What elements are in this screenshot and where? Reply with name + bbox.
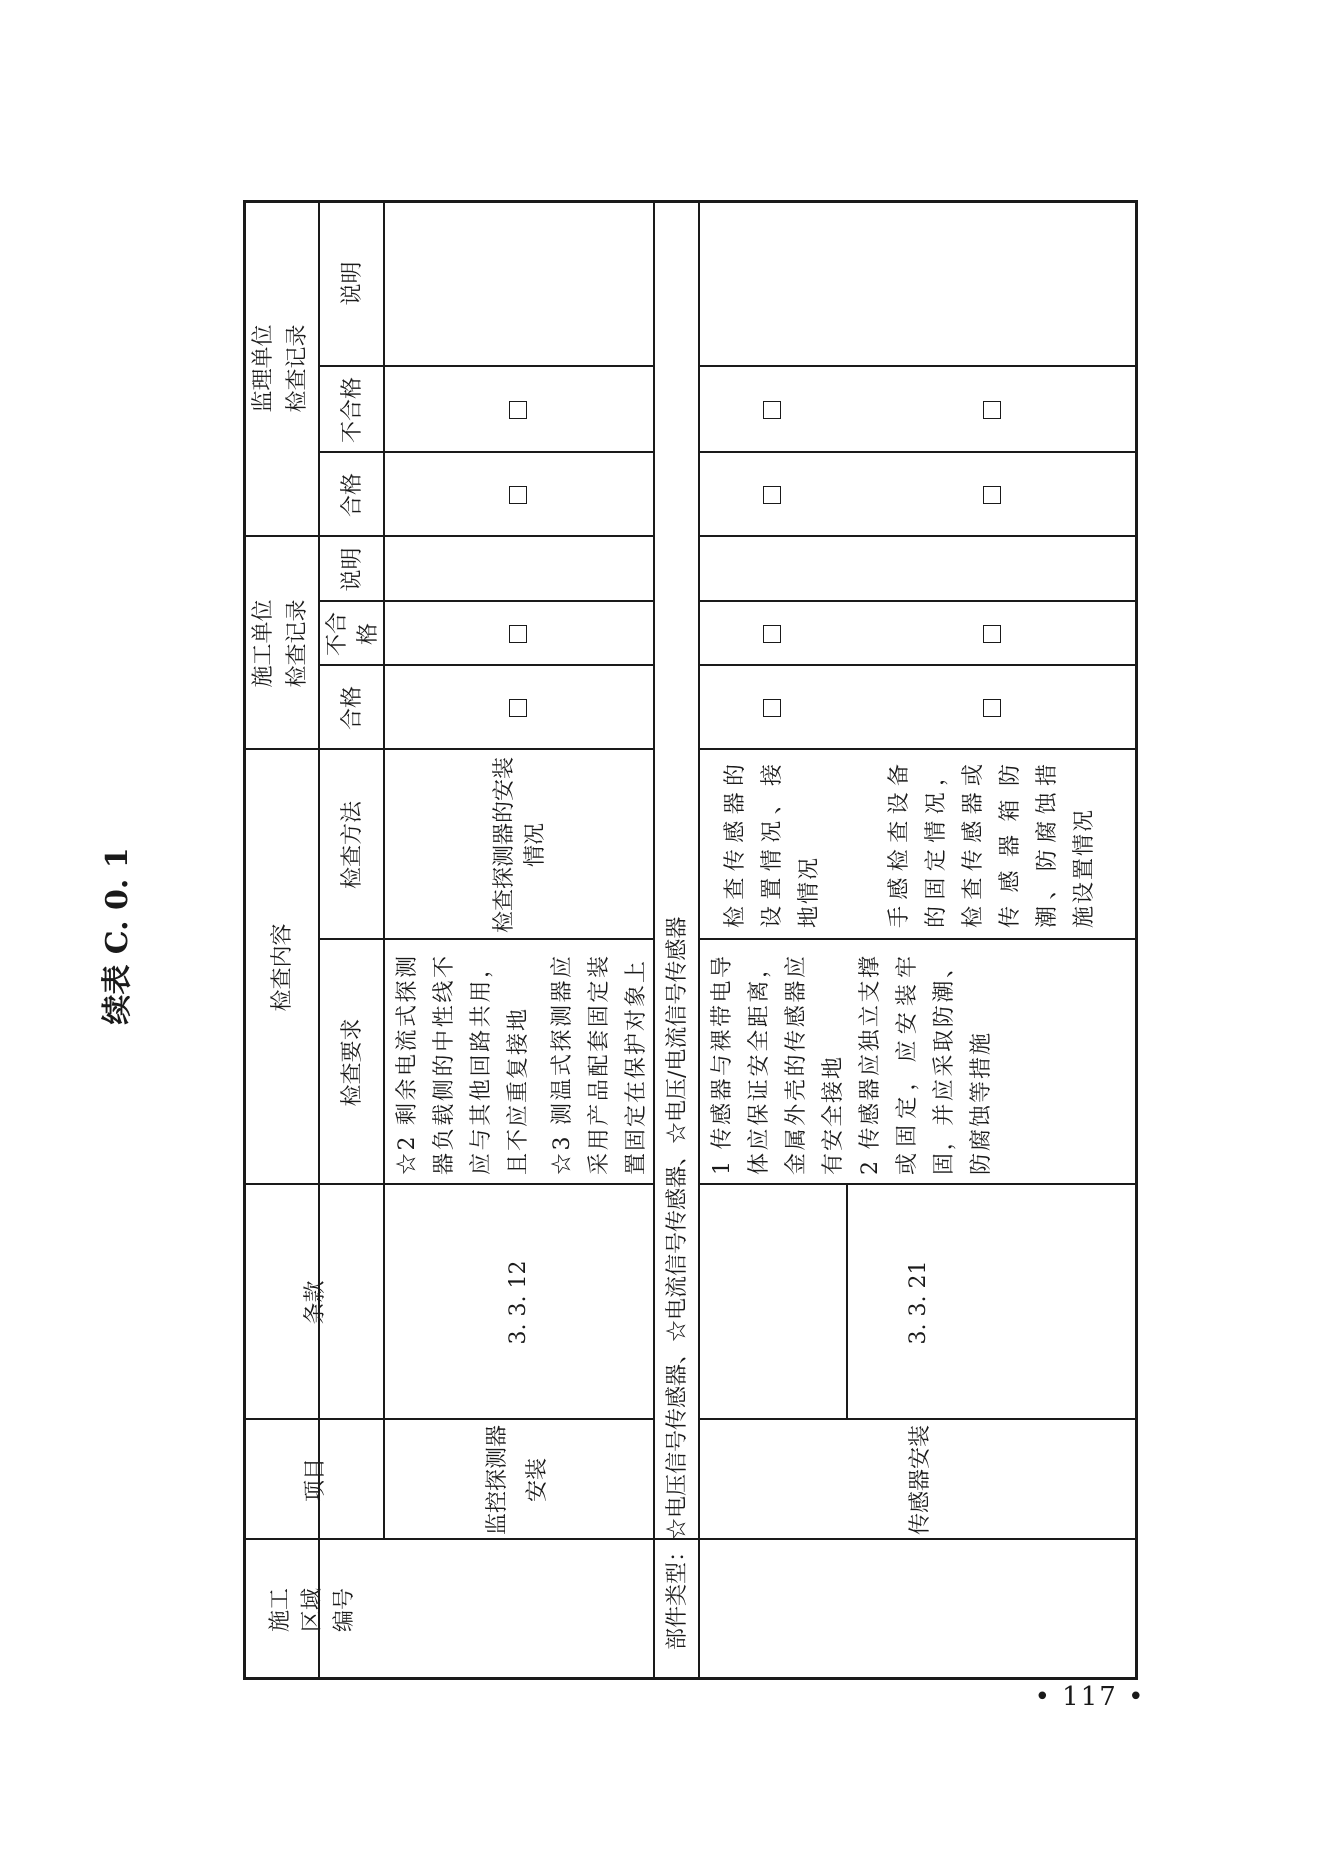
header-item: 项目 [302, 1458, 328, 1503]
header-supervisor-record: 监理单位 检查记录 [250, 324, 310, 413]
method-sensor-a: 检查传感器的设置情况、接地情况 [722, 762, 822, 928]
method-cell [698, 750, 846, 940]
header-method: 检查方法 [340, 801, 365, 890]
header-content: 检查内容 [270, 923, 295, 1012]
requirement-cell [538, 940, 653, 1185]
header-constructor-note: 说明 [340, 547, 365, 592]
checkbox-icon[interactable] [983, 486, 1001, 504]
header-supervisor-fail: 不合格 [340, 377, 365, 444]
inspection-table [243, 200, 1138, 1680]
method-monitor-detector: 检查探测器的安装情况 [492, 757, 548, 934]
requirement-cell [698, 940, 846, 1185]
requirement-monitor-b: ☆3 测温式探测器应采用产品配套固定装置固定在保护对象上 [550, 954, 649, 1175]
method-sensor-b: 手感检查设备的固定情况，检查传感器或传感器箱防潮、防腐蚀措施设置情况 [887, 762, 1097, 928]
page-number: • 117 • [1034, 1682, 1146, 1712]
header-requirement: 检查要求 [340, 1018, 365, 1107]
col-divider [698, 366, 1138, 368]
header-supervisor-note: 说明 [340, 261, 365, 306]
header-constructor-fail: 不合格 [324, 612, 381, 657]
requirement-cell [846, 940, 1138, 1185]
method-cell [846, 750, 1138, 940]
checkbox-icon[interactable] [983, 401, 1001, 419]
requirement-cell [383, 940, 538, 1185]
checkbox-icon[interactable] [763, 486, 781, 504]
checkbox-icon[interactable] [763, 401, 781, 419]
clause-monitor-detector: 3. 3. 12 [505, 1260, 531, 1345]
checkbox-icon[interactable] [509, 625, 527, 643]
checkbox-icon[interactable] [983, 625, 1001, 643]
checkbox-icon[interactable] [763, 699, 781, 717]
table-title: 续表 C. 0. 1 [100, 847, 135, 1025]
component-type-row: 部件类型：☆电压信号传感器、☆电流信号传感器、☆电压/电流信号传感器 [665, 916, 690, 1650]
col-divider [698, 601, 1138, 603]
col-divider [698, 536, 1138, 538]
item-sensor: 传感器安装 [907, 1425, 933, 1536]
header-supervisor-pass: 合格 [340, 473, 365, 518]
checkbox-icon[interactable] [983, 699, 1001, 717]
requirement-monitor-a: ☆2 剩余电流式探测器负载侧的中性线不应与其他回路共用，且不应重复接地 [395, 954, 531, 1175]
checkbox-icon[interactable] [509, 486, 527, 504]
clause-sensor: 3. 3. 21 [905, 1260, 931, 1345]
header-constructor-record: 施工单位 检查记录 [250, 599, 310, 688]
checkbox-icon[interactable] [509, 401, 527, 419]
header-area-number: 施工 区域 编号 [268, 1588, 357, 1633]
requirement-sensor-a: 1 传感器与裸带电导体应保证安全距离，金属外壳的传感器应有安全接地 [710, 954, 846, 1175]
checkbox-icon[interactable] [509, 699, 527, 717]
header-constructor-pass: 合格 [340, 686, 365, 731]
col-divider [698, 452, 1138, 454]
checkbox-icon[interactable] [763, 625, 781, 643]
header-clause: 条款 [302, 1280, 328, 1325]
item-monitor-detector: 监控探测器 安装 [485, 1425, 550, 1536]
col-divider [698, 665, 1138, 667]
requirement-sensor-b: 2 传感器应独立支撑或固定，应安装牢固，并应采取防潮、防腐蚀等措施 [858, 954, 994, 1175]
